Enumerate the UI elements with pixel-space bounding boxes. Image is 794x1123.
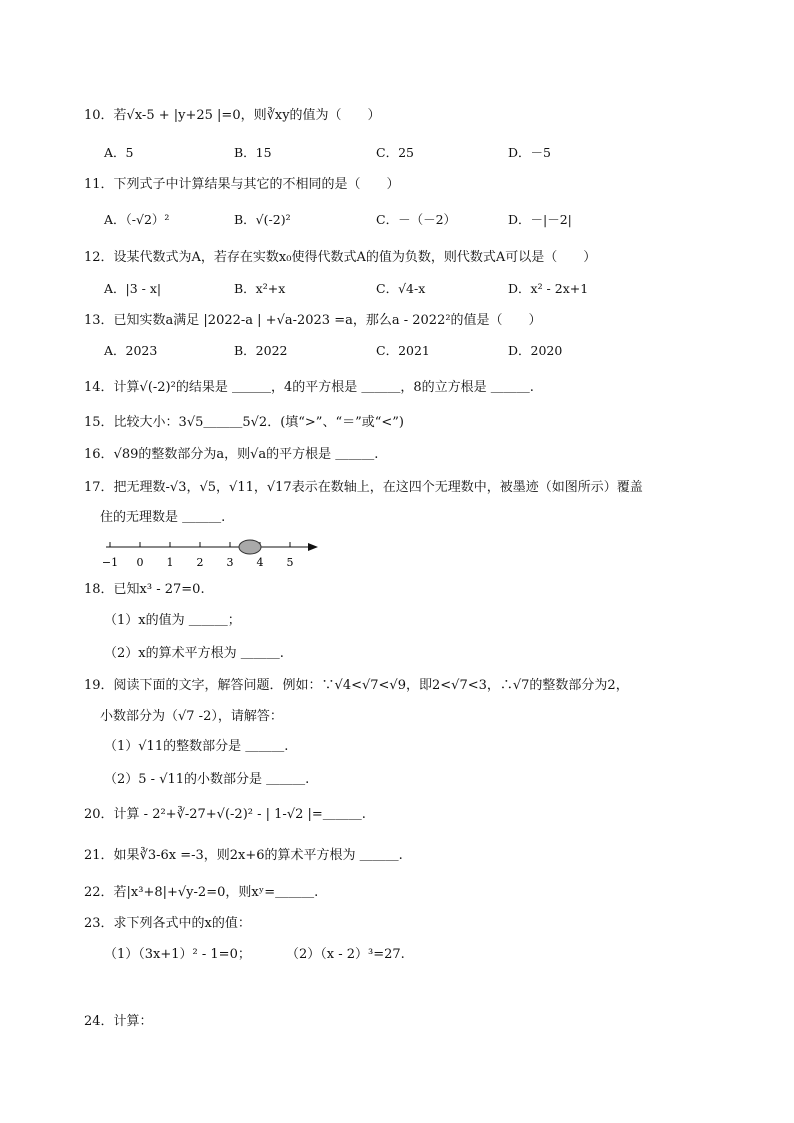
question-11: 11．下列式子中计算结果与其它的不相同的是（ ） (84, 177, 400, 192)
number-line-figure (100, 536, 330, 574)
option-b[interactable]: B．√(-2)² (234, 212, 291, 227)
option-c[interactable]: C．25 (376, 145, 414, 160)
option-b[interactable]: B．15 (234, 145, 272, 160)
ink-blot (239, 540, 261, 554)
question-24: 24．计算： (84, 1014, 153, 1029)
question-12-options (104, 279, 624, 299)
question-18: 18．已知x³ - 27=0. (84, 582, 205, 597)
number-line-tick-label: 0 (136, 556, 144, 569)
question-10-options (104, 143, 624, 163)
option-d[interactable]: D．2020 (508, 343, 563, 358)
question-19-line-1: 19．阅读下面的文字，解答问题．例如：∵√4<√7<√9，即2<√7<3，∴√7的整数部分为2， (84, 678, 629, 693)
question-11-options (104, 210, 624, 230)
question-13-options (104, 341, 624, 361)
option-a[interactable]: A．2023 (104, 343, 158, 358)
option-c[interactable]: C．√4-x (376, 281, 426, 296)
arrow-right-icon (308, 543, 318, 551)
number-line-tick-label: −1 (101, 556, 119, 569)
question-19-part-1: （1）√11的整数部分是 ＿＿＿. (104, 739, 289, 754)
option-a[interactable]: A．5 (104, 145, 134, 160)
number-line-tick-label: 1 (166, 556, 174, 569)
option-d[interactable]: D．－|－2| (508, 212, 572, 227)
option-c[interactable]: C．2021 (376, 343, 430, 358)
question-23-part-1: （1）（3x+1）² - 1=0； (104, 947, 251, 962)
question-12: 12．设某代数式为A，若存在实数x₀使得代数式A的值为负数，则代数式A可以是（ ） (84, 250, 597, 265)
question-17-line-2: 住的无理数是 ＿＿＿. (100, 510, 226, 525)
question-10: 10．若√x-5 + |y+25 |=0，则∛xy的值为（ ） (84, 108, 381, 123)
number-line-tick-label: 4 (256, 556, 264, 569)
question-19-line-2: 小数部分为（√7 -2），请解答： (100, 709, 283, 724)
question-18-part-1: （1）x的值为 ＿＿＿； (104, 613, 241, 628)
option-b[interactable]: B．x²+x (234, 281, 286, 296)
option-c[interactable]: C．－（－2） (376, 212, 457, 227)
question-23-part-2: （2）（x - 2）³=27. (286, 947, 405, 962)
number-line-tick-label: 5 (286, 556, 294, 569)
number-line-tick-label: 2 (196, 556, 204, 569)
question-17-line-1: 17．把无理数-√3，√5，√11，√17表示在数轴上，在这四个无理数中，被墨迹（如图所示）覆盖 (84, 480, 643, 495)
option-a[interactable]: A．|3 - x| (104, 281, 162, 296)
question-22: 22．若|x³+8|+√y-2=0，则xʸ=＿＿＿. (84, 885, 319, 900)
option-b[interactable]: B．2022 (234, 343, 288, 358)
question-21: 21．如果∛3-6x =-3，则2x+6的算术平方根为 ＿＿＿. (84, 848, 403, 863)
option-a[interactable]: A．（-√2）² (104, 212, 170, 227)
option-d[interactable]: D．x² - 2x+1 (508, 281, 589, 296)
question-15: 15．比较大小：3√5＿＿＿5√2．(填“>”、“＝”或“<”) (84, 415, 404, 430)
question-14: 14．计算√(-2)²的结果是 ＿＿＿，4的平方根是 ＿＿＿，8的立方根是 ＿＿＿. (84, 380, 534, 395)
question-20: 20．计算 - 2²+∛-27+√(-2)² - | 1-√2 |=＿＿＿. (84, 807, 366, 822)
question-18-part-2: （2）x的算术平方根为 ＿＿＿. (104, 646, 284, 661)
question-23: 23．求下列各式中的x的值： (84, 916, 251, 931)
option-d[interactable]: D．－5 (508, 145, 551, 160)
question-16: 16．√89的整数部分为a，则√a的平方根是 ＿＿＿. (84, 447, 379, 462)
question-19-part-2: （2）5 - √11的小数部分是 ＿＿＿. (104, 772, 310, 787)
number-line-tick-label: 3 (226, 556, 234, 569)
question-13: 13．已知实数a满足 |2022-a | +√a-2023 =a，那么a - 2022²的值是（ ） (84, 313, 542, 328)
